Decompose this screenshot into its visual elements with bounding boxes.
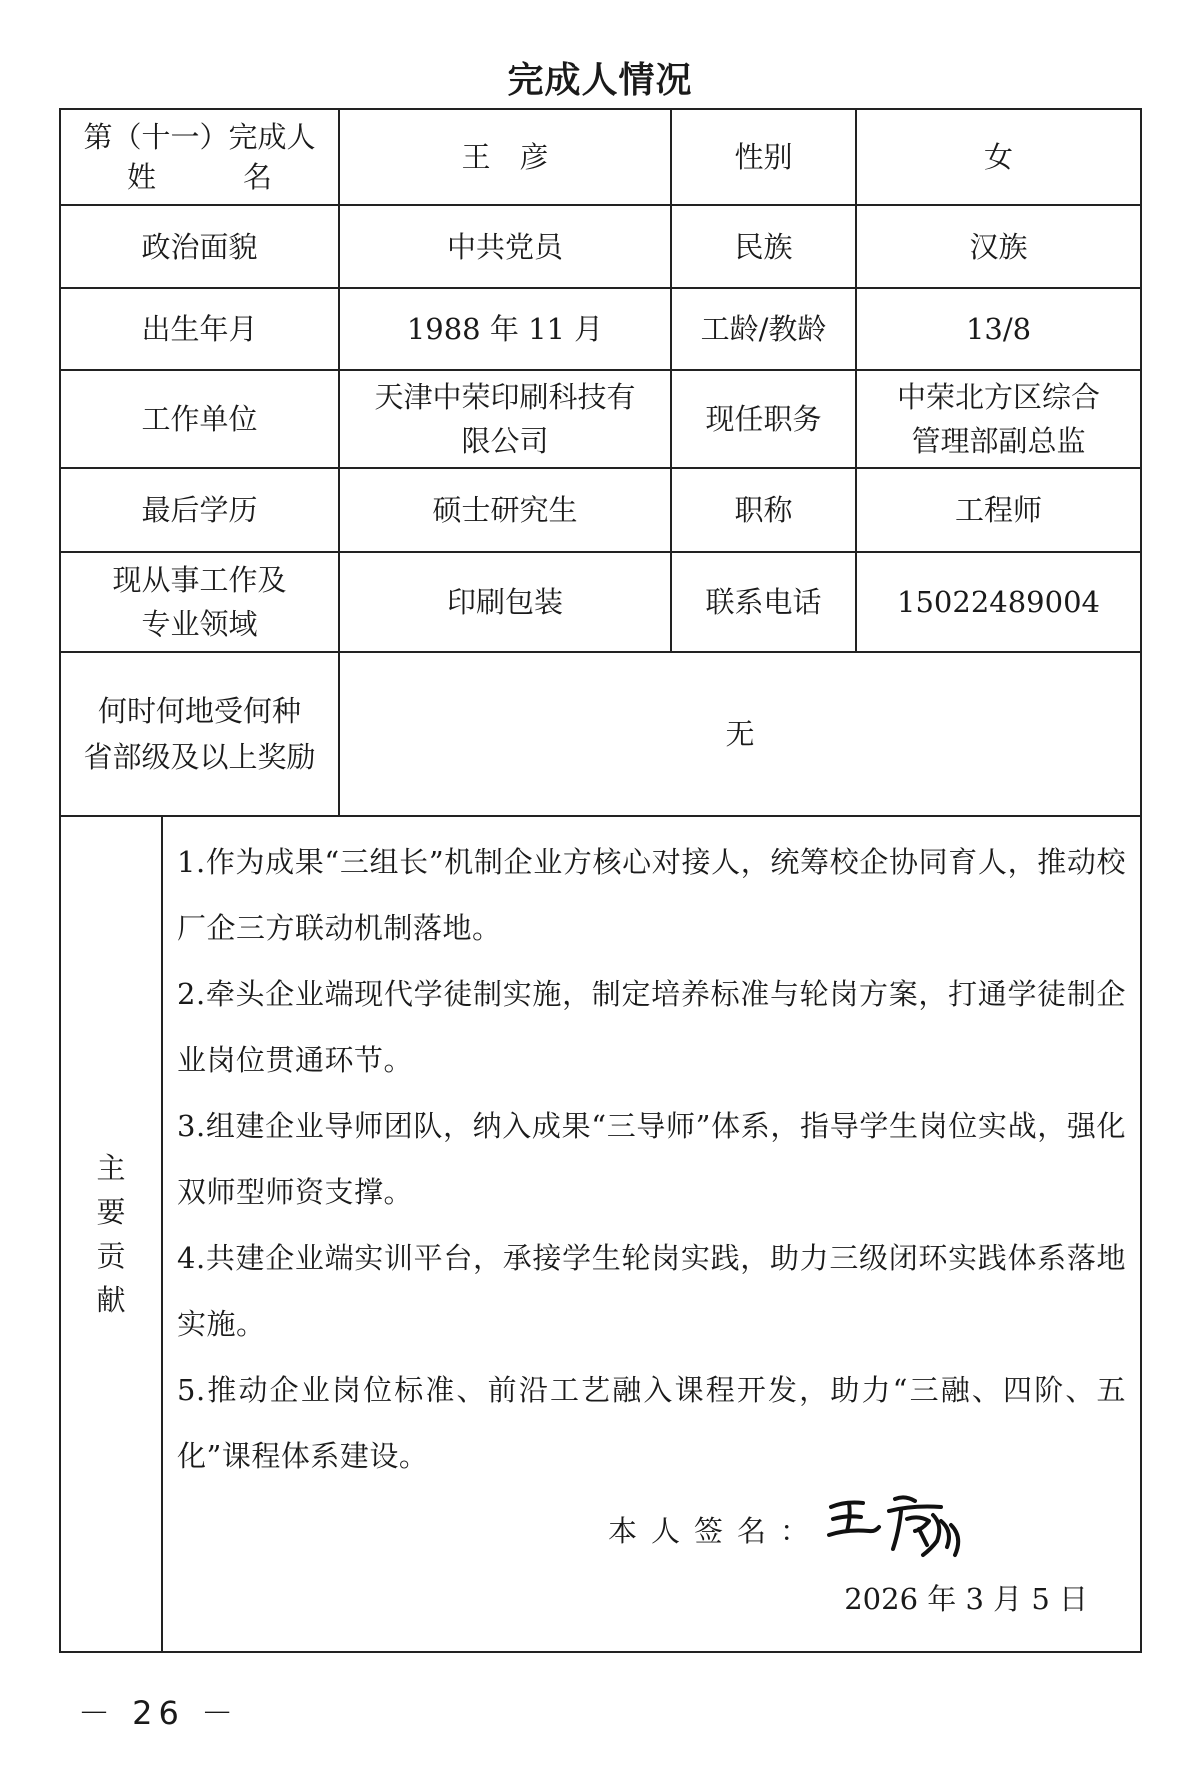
birth-label: 出生年月 <box>60 288 339 370</box>
contributions-label-char: 献 <box>96 1283 126 1317</box>
position-label: 现任职务 <box>671 370 856 468</box>
page-title: 完成人情况 <box>507 60 693 101</box>
contribution-item: 4.共建企业端实训平台，承接学生轮岗实践，助力三级闭环实践体系落地实施。 <box>177 1241 1127 1341</box>
awards-label-line1: 何时何地受何种 <box>98 694 302 728</box>
contributions-label-char: 主 <box>96 1151 126 1185</box>
signature-label: 本人签名： <box>608 1514 824 1548</box>
work-unit-line2: 限公司 <box>461 424 549 458</box>
education-label: 最后学历 <box>60 468 339 552</box>
awards-label-line2: 省部级及以上奖励 <box>83 740 316 774</box>
contributions-label-cell <box>60 816 162 1652</box>
phone-value: 15022489004 <box>856 552 1141 652</box>
gender-value: 女 <box>856 109 1141 205</box>
contribution-item: 1.作为成果“三组长”机制企业方核心对接人，统筹校企协同育人，推动校厂企三方联动机制落地。 <box>177 845 1127 945</box>
work-unit-line1: 天津中荣印刷科技有 <box>374 380 636 414</box>
seniority-label: 工龄/教龄 <box>671 288 856 370</box>
table-row-contributions <box>60 816 1141 1652</box>
field-label-cell <box>60 552 339 652</box>
table-row-field <box>60 552 1141 652</box>
table-row-birth <box>60 288 1141 370</box>
field-value: 印刷包装 <box>339 552 671 652</box>
awards-value: 无 <box>339 652 1141 816</box>
politics-label: 政治面貌 <box>60 205 339 288</box>
seniority-value: 13/8 <box>856 288 1141 370</box>
contribution-item: 2.牵头企业端现代学徒制实施，制定培养标准与轮岗方案，打通学徒制企业岗位贯通环节。 <box>177 977 1127 1077</box>
name-label-line2: 姓 名 <box>127 160 273 194</box>
field-label-line1: 现从事工作及 <box>112 563 287 597</box>
position-cell <box>856 370 1141 468</box>
position-line1: 中荣北方区综合 <box>897 380 1101 414</box>
page-number: － 26 － <box>78 1694 240 1732</box>
position-line2: 管理部副总监 <box>911 424 1086 458</box>
phone-label: 联系电话 <box>671 552 856 652</box>
table-row-education <box>60 468 1141 552</box>
education-value: 硕士研究生 <box>339 468 671 552</box>
work-label: 工作单位 <box>60 370 339 468</box>
contributions-label-char: 贡 <box>96 1239 126 1273</box>
birth-value: 1988 年 11 月 <box>339 288 671 370</box>
signature-block <box>608 1485 1088 1635</box>
work-unit-cell <box>339 370 671 468</box>
title-label: 职称 <box>671 468 856 552</box>
politics-value: 中共党员 <box>339 205 671 288</box>
ethnicity-label: 民族 <box>671 205 856 288</box>
name-label-cell <box>60 109 339 205</box>
table-row-politics <box>60 205 1141 288</box>
name-value: 王 彦 <box>339 109 671 205</box>
table-row-name <box>60 109 1141 205</box>
gender-label: 性别 <box>671 109 856 205</box>
table-row-awards <box>60 652 1141 816</box>
title-value: 工程师 <box>856 468 1141 552</box>
contribution-item: 5.推动企业岗位标准、前沿工艺融入课程开发，助力“三融、四阶、五化”课程体系建设。 <box>177 1373 1127 1473</box>
field-label-line2: 专业领域 <box>141 607 258 641</box>
contributions-body <box>162 816 1141 1652</box>
ethnicity-value: 汉族 <box>856 205 1141 288</box>
contribution-item: 3.组建企业导师团队，纳入成果“三导师”体系，指导学生岗位实战，强化双师型师资支撑。 <box>177 1109 1127 1209</box>
awards-label-cell <box>60 652 339 816</box>
table-row-work <box>60 370 1141 468</box>
info-table <box>59 108 1142 1653</box>
signature-date: 2026 年 3 月 5 日 <box>844 1582 1089 1616</box>
handwritten-signature <box>823 1485 973 1565</box>
contributions-label-char: 要 <box>96 1195 126 1229</box>
name-label-line1: 第（十一）完成人 <box>83 120 316 154</box>
